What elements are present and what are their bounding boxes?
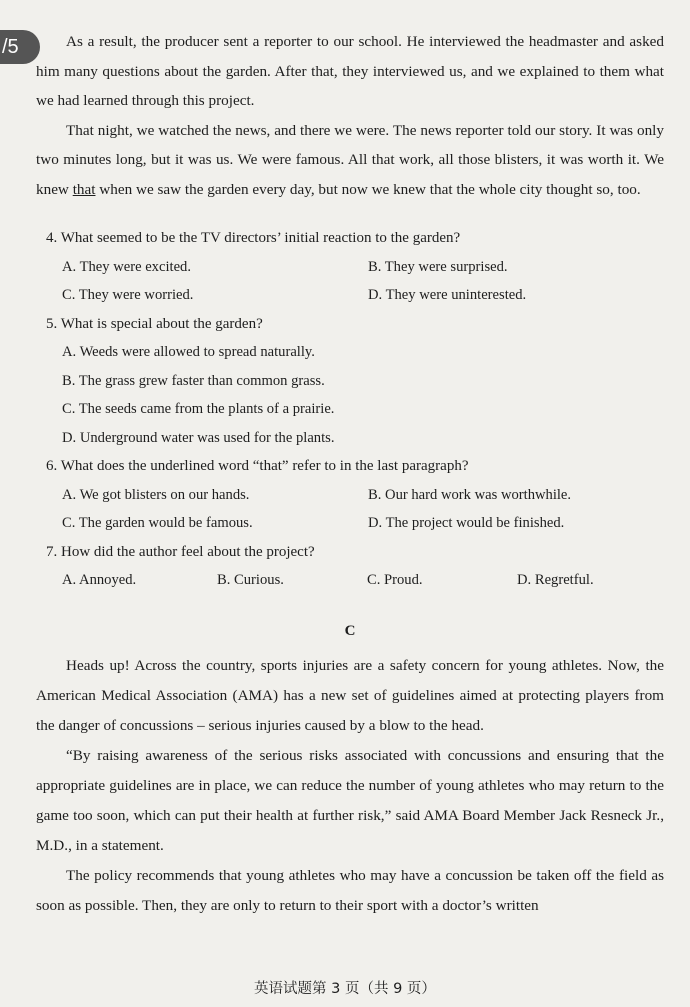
exam-page — [36, 27, 664, 921]
question-6 — [36, 452, 664, 538]
paragraph-b-2-part2: when we saw the garden every day, but now we knew that the whole city thought so, too. — [95, 180, 641, 198]
option-b: B. The grass grew faster than common grass. — [62, 372, 325, 389]
option-b: B. They were surprised. — [368, 258, 508, 275]
option-a: A. Annoyed. — [62, 572, 137, 588]
option-c: C. The seeds came from the plants of a prairie. — [62, 401, 335, 417]
paragraph-c-2: “By raising awareness of the serious risks associated with concussions and ensuring that the appropriate guidelines are in place, we can reduce the number of young athletes who may return to the game too soon, which can put their health at further risk,” said AMA Board Member Jack Resneck Jr., M.D., in a statement. — [36, 746, 664, 854]
paragraph-c-3: The policy recommends that young athletes who may have a concussion be taken off the field as soon as possible. Then, they are only to return to their sport with a doctor’s written — [36, 866, 664, 914]
paragraph-b-2-part1: That night, we watched the news, and there we were. The news reporter told our story. It was only two minutes long, but it was us. We were famous. All that work, all those blisters, it was worth it. We knew — [36, 121, 664, 198]
question-options — [36, 566, 664, 595]
option-d: D. Regretful. — [517, 572, 594, 588]
option-b: B. Our hard work was worthwhile. — [368, 486, 572, 503]
question-stem: 7. How did the author feel about the project? — [46, 543, 315, 560]
option-d: D. They were uninterested. — [368, 287, 527, 303]
option-d: D. Underground water was used for the plants. — [62, 429, 335, 446]
question-options — [36, 481, 664, 538]
paragraph-b-2 — [36, 116, 664, 205]
option-b: B. Curious. — [217, 572, 284, 588]
option-d: D. The project would be finished. — [368, 515, 565, 531]
question-stem: 4. What seemed to be the TV directors’ initial reaction to the garden? — [46, 230, 461, 246]
question-options — [36, 253, 664, 310]
question-options — [36, 338, 664, 452]
option-c: C. They were worried. — [62, 287, 194, 303]
question-stem: 5. What is special about the garden? — [46, 315, 263, 332]
page-badge: /5 — [0, 30, 40, 64]
question-7 — [36, 538, 664, 595]
question-5 — [36, 310, 664, 453]
underlined-word-that: that — [72, 180, 96, 198]
option-c: C. Proud. — [367, 572, 423, 588]
question-list — [36, 224, 664, 595]
option-a: A. Weeds were allowed to spread naturally. — [62, 344, 315, 360]
option-c: C. The garden would be famous. — [62, 515, 253, 531]
paragraph-c-1: Heads up! Across the country, sports injuries are a safety concern for young athletes. Now, the American Medical Association (AMA) has a new set of guidelines aimed at protecting players from the danger of concussions – serious injuries caused by a blow to the head. — [36, 656, 664, 734]
paragraph-b-1: As a result, the producer sent a reporter to our school. He interviewed the headmaster and asked him many questions about the garden. After that, they interviewed us, and we explained to them what we had learned through this project. — [36, 33, 664, 109]
option-a: A. They were excited. — [62, 258, 191, 275]
question-stem: 6. What does the underlined word “that” refer to in the last paragraph? — [46, 458, 469, 474]
section-c-heading: C — [344, 622, 356, 639]
page-footer: 英语试题第 3 页（共 9 页） — [254, 981, 436, 997]
option-a: A. We got blisters on our hands. — [62, 486, 250, 503]
passage-b-continuation — [36, 27, 664, 204]
question-4 — [36, 224, 664, 310]
passage-c — [36, 651, 664, 921]
